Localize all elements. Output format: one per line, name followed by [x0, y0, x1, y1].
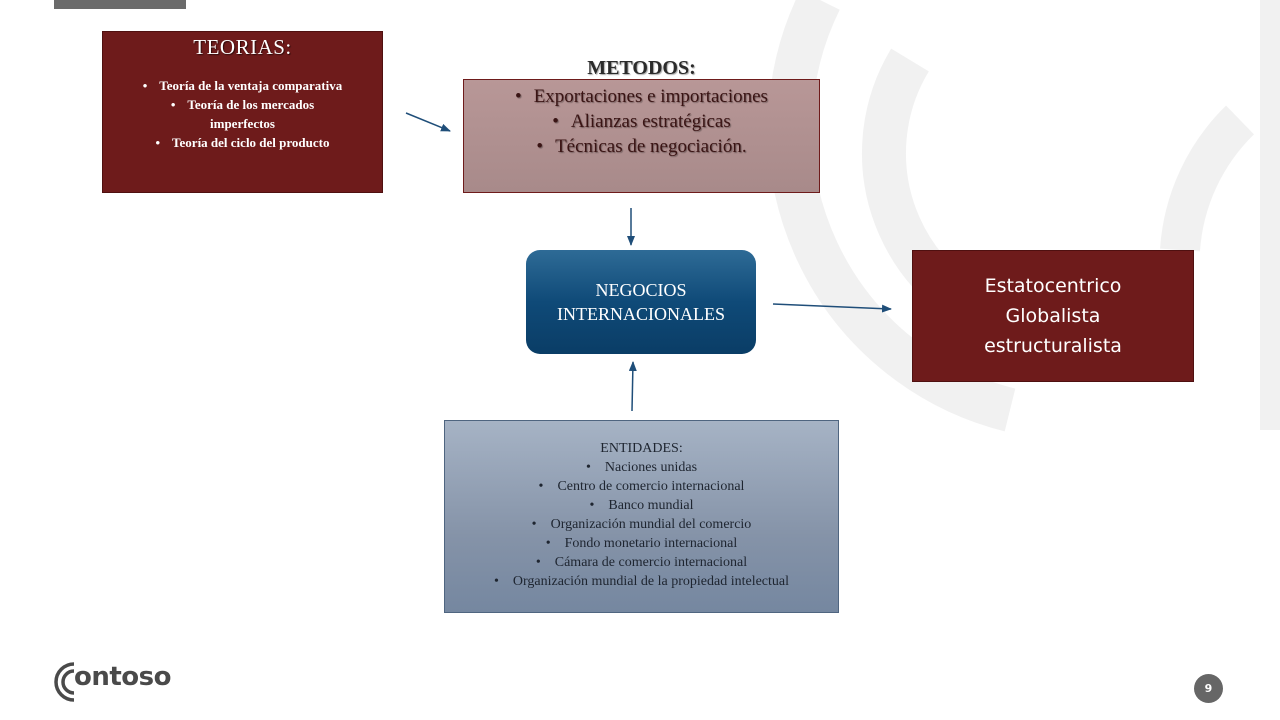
estato-line: estructuralista [984, 335, 1122, 357]
list-item: • Exportaciones e importaciones [515, 86, 768, 107]
list-item: • Fondo monetario internacional [545, 536, 738, 551]
estato-line: Estatocentrico [984, 275, 1122, 297]
metodos-title: METODOS: [587, 57, 696, 79]
arrow-teorias-to-metodos [406, 113, 450, 131]
arrow-entidades-to-negocios [632, 362, 633, 411]
list-item: • Teoría del ciclo del producto [155, 135, 330, 150]
list-item: • Técnicas de negociación. [536, 136, 747, 157]
arrow-negocios-to-estato [773, 304, 891, 309]
list-item: • Teoría de los mercados imperfectos [170, 97, 315, 131]
list-item: • Alianzas estratégicas [552, 111, 731, 132]
list-item: • Centro de comercio internacional [538, 479, 745, 494]
list-item: • Cámara de comercio internacional [535, 555, 748, 570]
entidades-title: ENTIDADES: [600, 441, 683, 456]
list-item: • Organización mundial del comercio [531, 517, 752, 532]
page-number-badge: 9 [1194, 674, 1223, 703]
list-item: • Teoría de la ventaja comparativa [142, 78, 343, 93]
teorias-title: TEORIAS: [193, 35, 292, 59]
list-item: • Organización mundial de la propiedad intelectual [493, 574, 790, 589]
list-item: • Banco mundial [589, 498, 694, 513]
negocios-line1: NEGOCIOS [595, 280, 687, 300]
logo-text: ontoso [74, 662, 172, 692]
estato-line: Globalista [1005, 305, 1101, 327]
list-item: • Naciones unidas [585, 460, 698, 475]
negocios-line2: INTERNACIONALES [557, 304, 725, 324]
